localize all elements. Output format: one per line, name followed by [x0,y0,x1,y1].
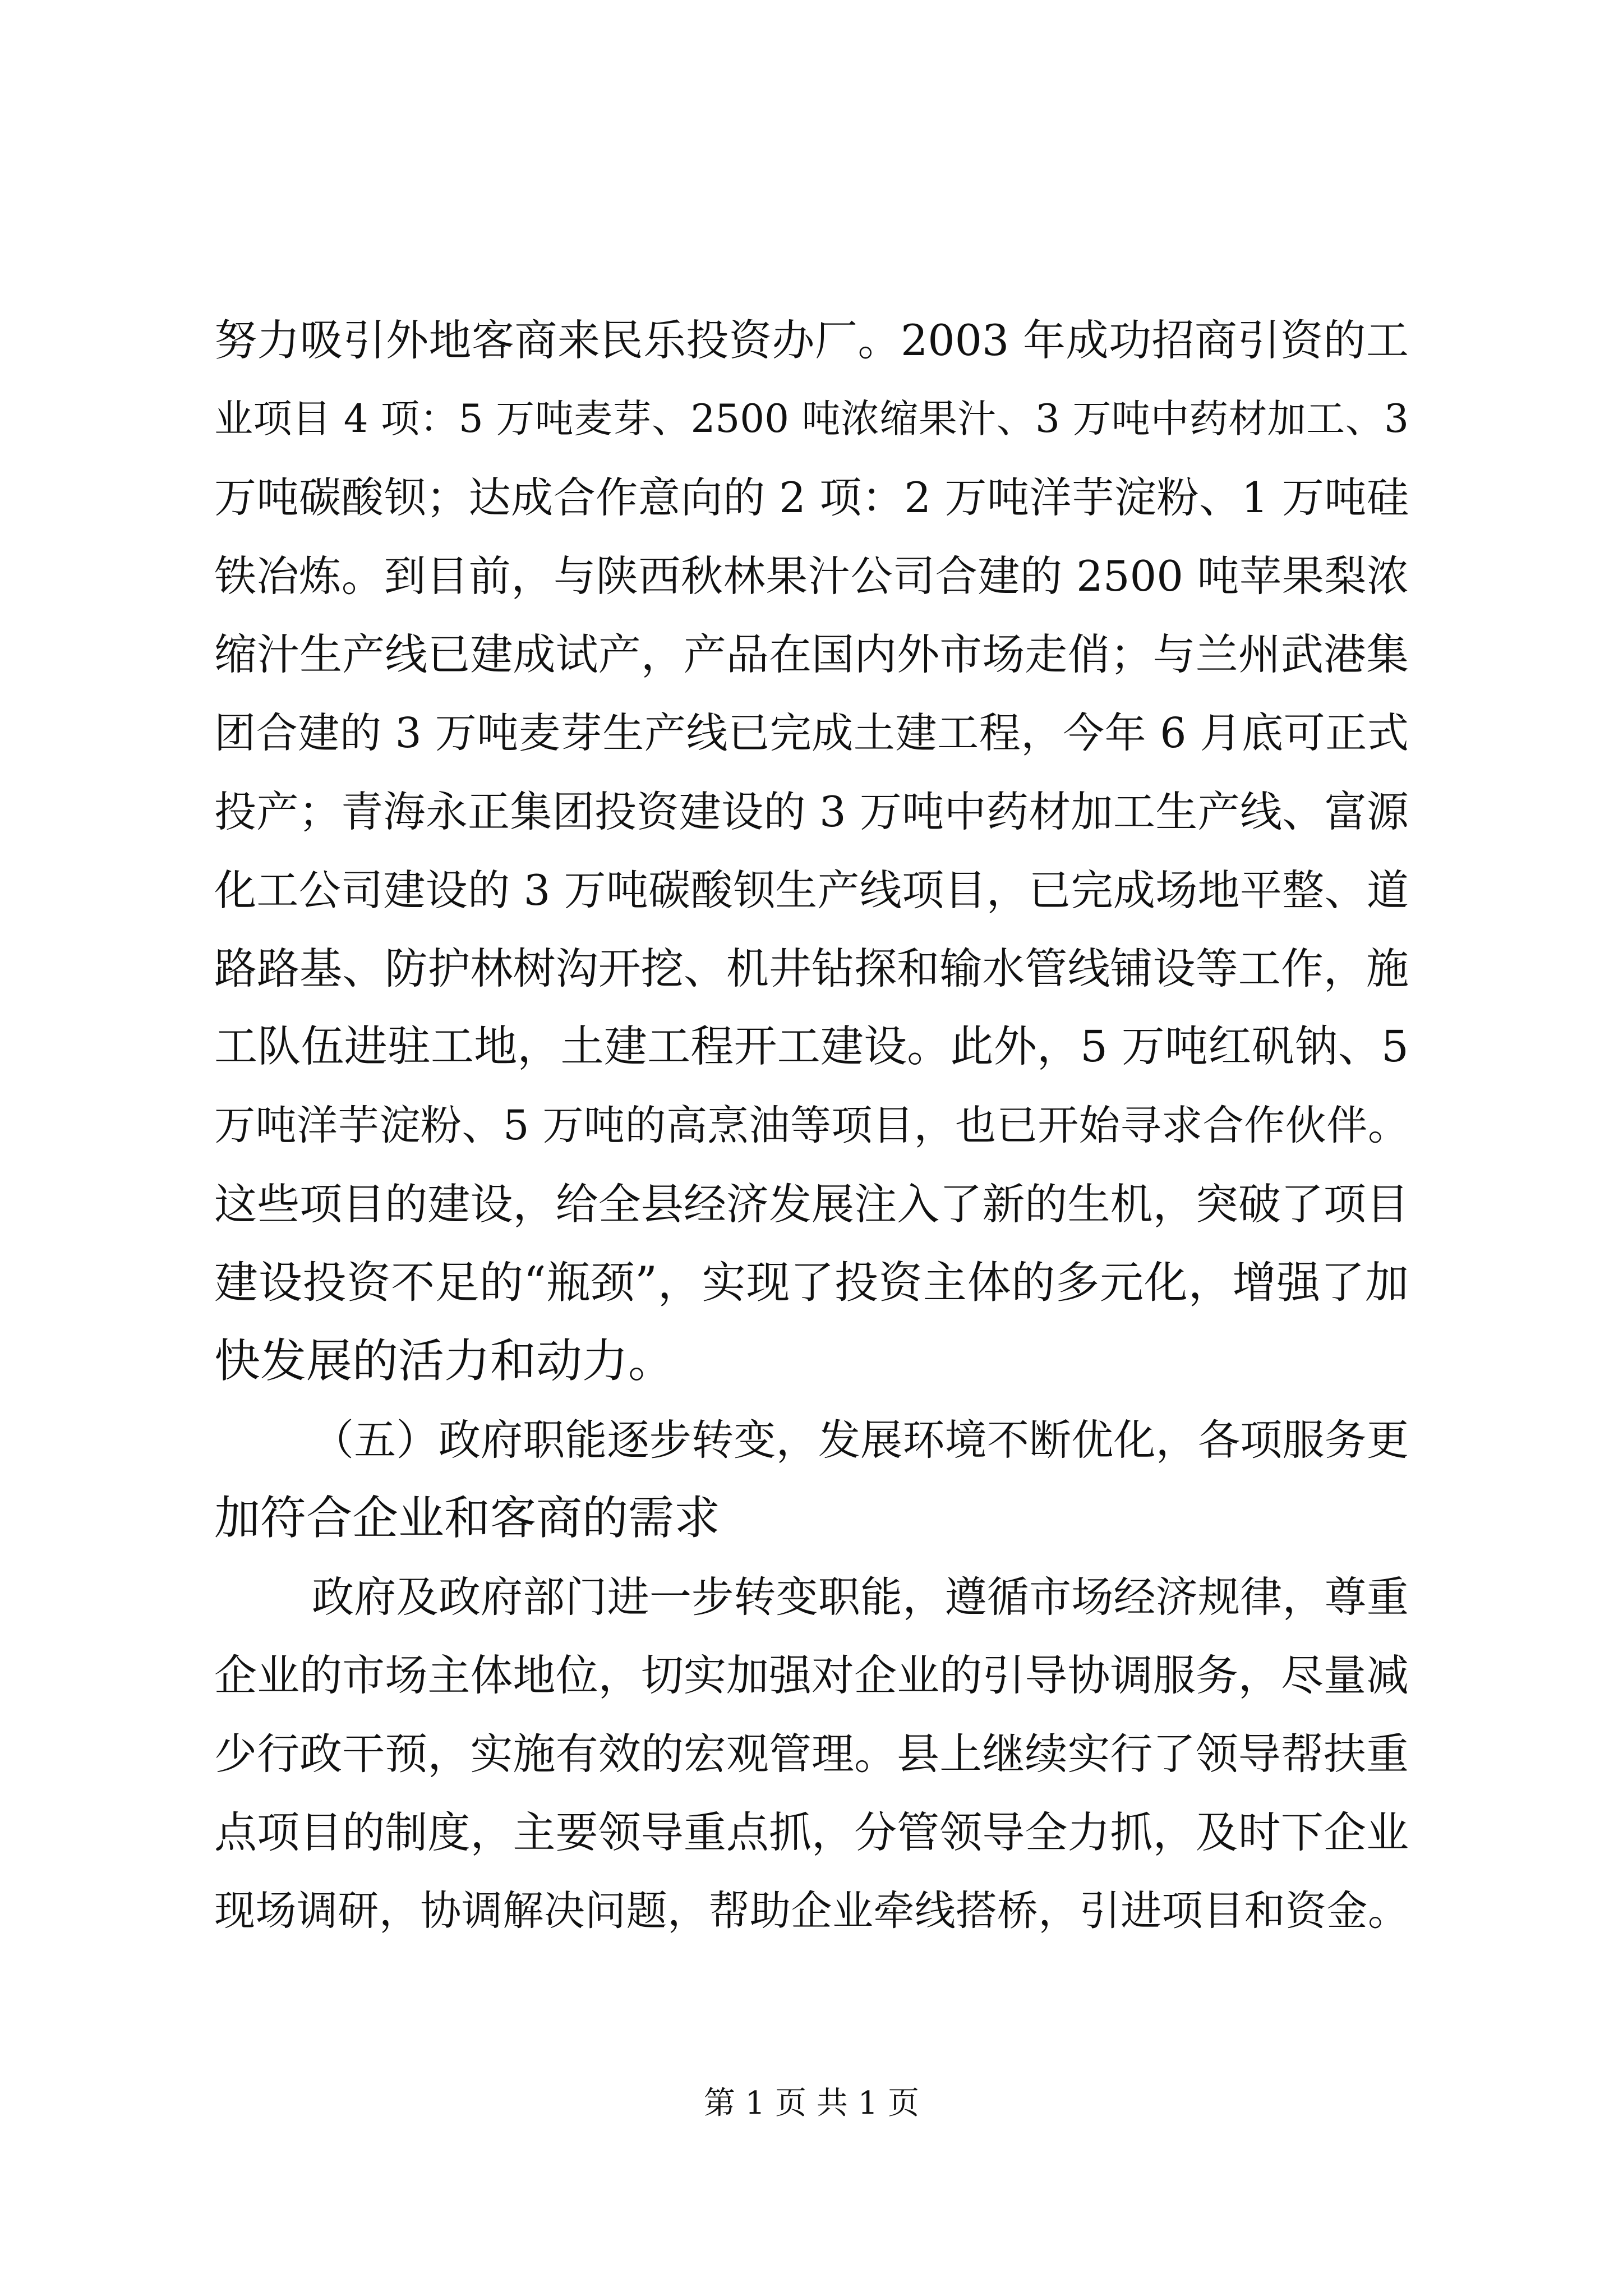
page-footer: 第 1 页 共 1 页 [703,2085,920,2122]
paragraph-line: 化工公司建设的 3 万吨碳酸钡生产线项目，已完成场地平整、道 [214,866,1409,915]
paragraph-line: 现场调研，协调解决问题，帮助企业牵线搭桥，引进项目和资金。 [214,1887,1409,1935]
section-heading-line: （五）政府职能逐步转变，发展环境不断优化，各项服务更 [312,1415,1409,1465]
paragraph-line: 投产；青海永正集团投资建设的 3 万吨中药材加工生产线、富源 [214,787,1409,836]
paragraph-line: 政府及政府部门进一步转变职能，遵循市场经济规律，尊重 [312,1572,1409,1622]
paragraph-line: 团合建的 3 万吨麦芽生产线已完成土建工程，今年 6 月底可正式 [214,709,1409,757]
paragraph-line: 路路基、防护林树沟开挖、机井钻探和输水管线铺设等工作，施 [214,944,1409,993]
paragraph-line: 这些项目的建设，给全县经济发展注入了新的生机，突破了项目 [214,1179,1409,1229]
paragraph-line: 企业的市场主体地位，切实加强对企业的引导协调服务，尽量减 [214,1650,1409,1700]
paragraph-line: 万吨洋芋淀粉、5 万吨的高烹油等项目，也已开始寻求合作伙伴。 [214,1102,1409,1149]
paragraph-line: 点项目的制度，主要领导重点抓，分管领导全力抓，及时下企业 [214,1807,1409,1857]
paragraph-line: 努力吸引外地客商来民乐投资办厂。2003 年成功招商引资的工 [214,315,1409,365]
paragraph-line: 工队伍进驻工地，土建工程开工建设。此外，5 万吨红矾钠、5 [214,1022,1409,1072]
paragraph-line: 万吨碳酸钡；达成合作意向的 2 项：2 万吨洋芋淀粉、1 万吨硅 [214,473,1409,522]
paragraph-line: 缩汁生产线已建成试产，产品在国内外市场走俏；与兰州武港集 [214,629,1409,679]
paragraph-line: 业项目 4 项：5 万吨麦芽、2500 吨浓缩果汁、3 万吨中药材加工、3 [214,397,1409,441]
paragraph-line: 铁冶炼。到目前，与陕西秋林果汁公司合建的 2500 吨苹果梨浓 [214,551,1409,601]
section-heading-line: 加符合企业和客商的需求 [214,1492,721,1545]
paragraph-line: 快发展的活力和动力。 [214,1335,675,1388]
paragraph-line: 少行政干预，实施有效的宏观管理。县上继续实行了领导帮扶重 [214,1729,1409,1779]
paragraph-line: 建设投资不足的“瓶颈”，实现了投资主体的多元化，增强了加 [214,1258,1409,1308]
